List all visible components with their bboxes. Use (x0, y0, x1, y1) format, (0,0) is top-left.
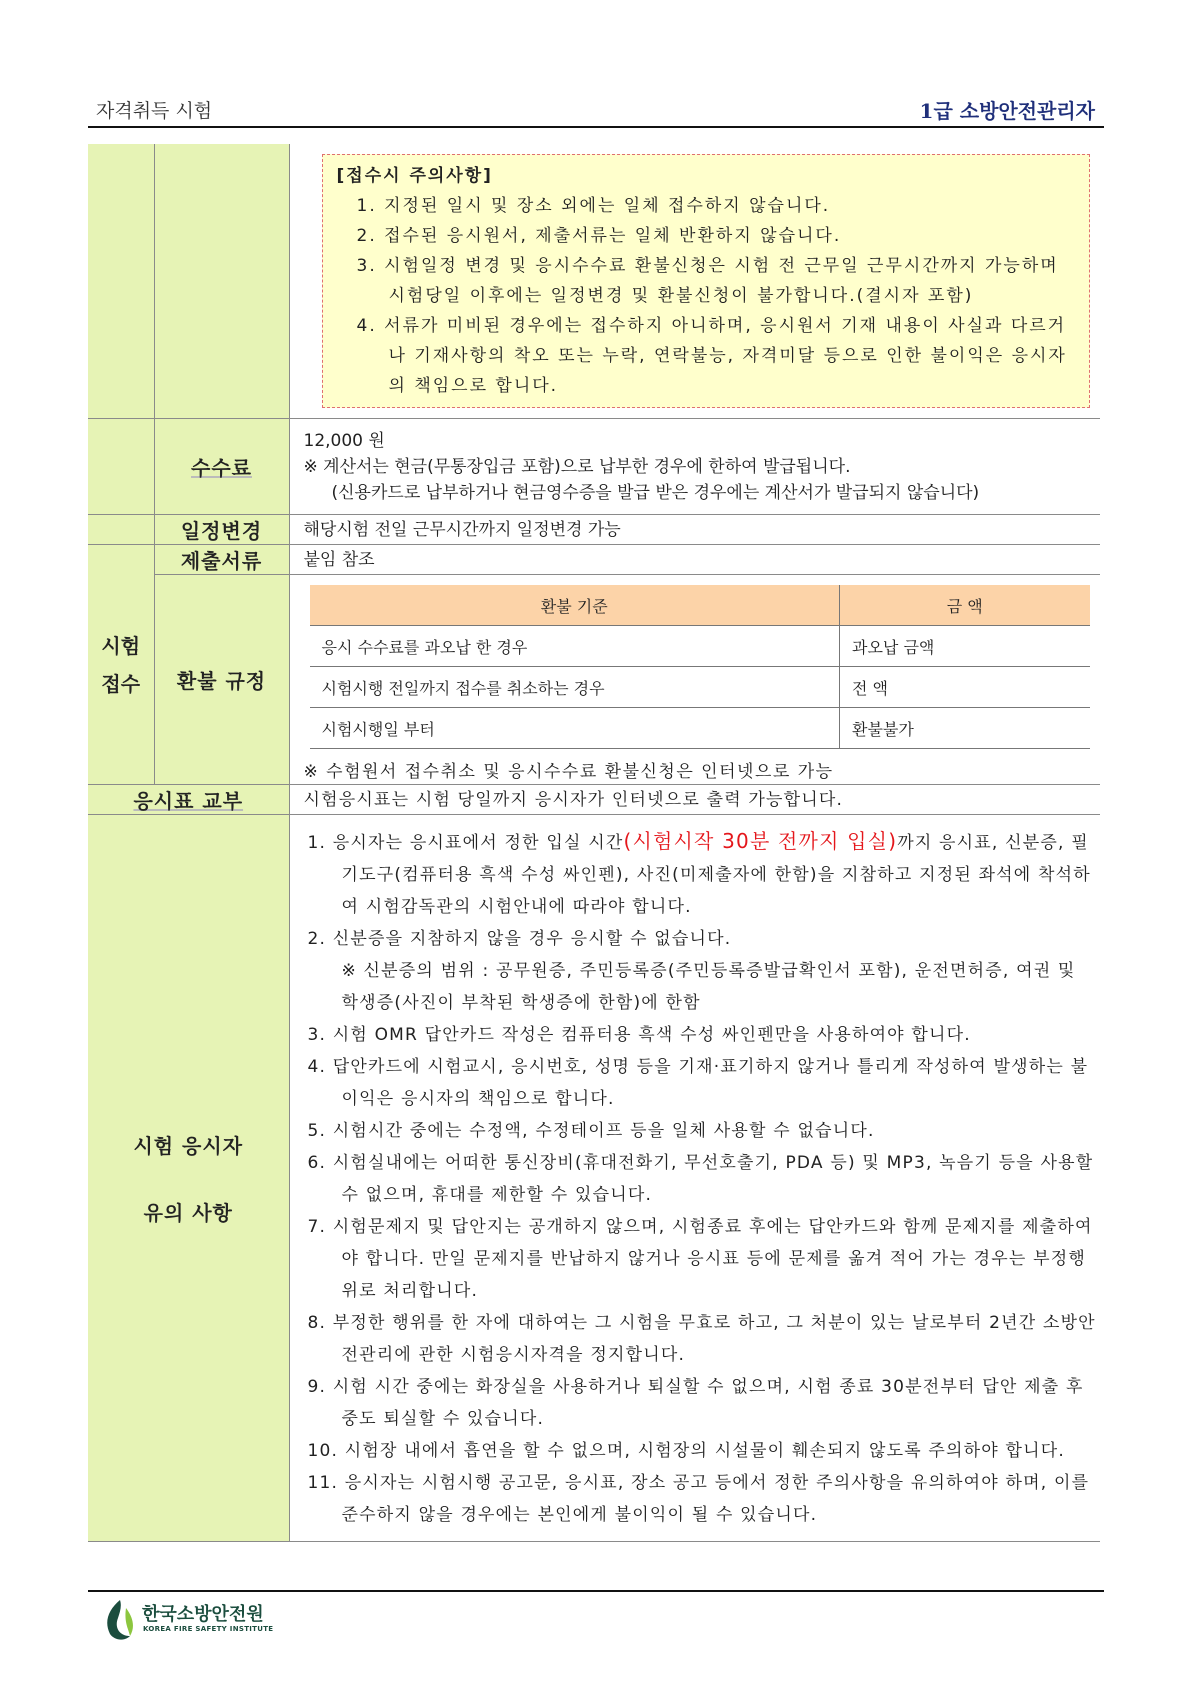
table-row (310, 708, 1090, 749)
schedule-change-label: 일정변경 (154, 515, 289, 545)
rule-item: 5. 시험시간 중에는 수정액, 수정테이프 등을 일체 사용할 수 없습니다. (307, 1121, 875, 1141)
rule-item: 6. 시험실내에는 어떠한 통신장비(휴대전화기, 무선호출기, PDA 등) 및 MP3, 녹음기 등을 사용할 수 없으며, 휴대를 제한할 수 있습니다. (307, 1153, 1094, 1205)
empty-label-cell (154, 144, 289, 419)
refund-criteria: 시험시행 전일까지 접수를 취소하는 경우 (310, 667, 840, 708)
refund-row (88, 575, 1100, 785)
refund-table-header (310, 585, 1090, 626)
rule-highlight: (시험시작 30분 전까지 입실) (623, 829, 898, 853)
fee-note: ※ 계산서는 현금(무통장입금 포함)으로 납부한 경우에 한하여 발급됩니다. (303, 456, 851, 477)
exam-registration-label-line2: 접수 (101, 671, 141, 696)
rule-item: 2. 신분증을 지참하지 않을 경우 응시할 수 없습니다. (307, 929, 732, 949)
ticket-label: 응시표 교부 (88, 785, 289, 815)
rules-label-line1: 시험 응시자 (133, 1134, 244, 1158)
refund-content (289, 575, 1100, 785)
notice-item: 2. 접수된 응시원서, 제출서류는 일체 반환하지 않습니다. (356, 226, 842, 246)
fee-content (289, 419, 1100, 515)
notice-cell (289, 144, 1100, 419)
schedule-change-text: 해당시험 전일 근무시간까지 일정변경 가능 (289, 515, 1100, 545)
rules-list (290, 815, 1101, 1541)
rule-item: 4. 답안카드에 시험교시, 응시번호, 성명 등을 기재·표기하지 않거나 틀리게 작성하여 발생하는 불이익은 응시자의 책임으로 합니다. (307, 1057, 1089, 1109)
rule-item (302, 825, 1097, 923)
header-document-title: 1급 소방안전관리자 (919, 99, 1095, 123)
rule-item: 10. 시험장 내에서 흡연을 할 수 없으며, 시험장의 시설물이 훼손되지 않도록 주의하야 합니다. (307, 1441, 1065, 1461)
rules-content (289, 815, 1100, 1542)
exam-registration-label-line1: 시험 (101, 633, 141, 658)
refund-label: 환불 규정 (154, 575, 289, 785)
notice-box (322, 154, 1091, 408)
rules-label (88, 815, 289, 1542)
notice-title: [접수시 주의사항] (336, 166, 493, 186)
fee-row (88, 419, 1100, 515)
table-row (310, 667, 1090, 708)
section-cell (88, 144, 154, 419)
documents-row (88, 545, 1100, 575)
refund-criteria: 시험시행일 부터 (310, 708, 840, 749)
rule-item: 3. 시험 OMR 답안카드 작성은 컴퓨터용 흑색 수성 싸인펜만을 사용하여야 합니다. (307, 1025, 971, 1045)
footer-rule (88, 1590, 1104, 1592)
ticket-row (88, 785, 1100, 815)
exam-registration-label (88, 545, 154, 785)
refund-table (310, 585, 1090, 749)
exam-info-table (88, 144, 1100, 1542)
rule-text: 까지 응시표, 신분증, 필기도구(컴퓨터용 흑색 수성 싸인펜), 사진(미제출자에 한함)을 지참하고 지정된 좌석에 착석하여 시험감독관의 시험안내에 따라야 합니다. (341, 833, 1091, 917)
schedule-change-row (88, 515, 1100, 545)
kfsi-logo (100, 1598, 274, 1642)
documents-text: 붙임 참조 (289, 545, 1100, 575)
ticket-text: 시험응시표는 시험 당일까지 응시자가 인터넷으로 출력 가능합니다. (289, 785, 1100, 815)
notice-row (88, 144, 1100, 419)
fee-label: 수수료 (154, 419, 289, 515)
flame-logo-icon (100, 1598, 140, 1642)
rule-text: 1. 응시자는 응시표에서 정한 입실 시간 (307, 833, 624, 853)
section-cell (88, 419, 154, 515)
documents-label: 제출서류 (154, 545, 289, 575)
logo-english-name: KOREA FIRE SAFETY INSTITUTE (143, 1625, 274, 1633)
section-cell (88, 515, 154, 545)
header-section-title: 자격취득 시험 (96, 100, 213, 122)
fee-amount: 12,000 원 (303, 430, 385, 451)
rule-sub-item: ※ 신분증의 범위 : 공무원증, 주민등록증(주민등록증발급확인서 포함), 운전면허증, 여권 및 학생증(사진이 부착된 학생증에 한함)에 한함 (341, 961, 1076, 1013)
refund-note: ※ 수험원서 접수취소 및 응시수수료 환불신청은 인터넷으로 가능 (303, 762, 834, 782)
rules-row (88, 815, 1100, 1542)
rule-item: 9. 시험 시간 중에는 화장실을 사용하거나 퇴실할 수 없으며, 시험 종료 30분전부터 답안 제출 후 중도 퇴실할 수 있습니다. (307, 1377, 1084, 1429)
refund-amount: 전 액 (840, 667, 1090, 708)
notice-item: 1. 지정된 일시 및 장소 외에는 일체 접수하지 않습니다. (356, 196, 831, 216)
rule-item: 11. 응시자는 시험시행 공고문, 응시표, 장소 공고 등에서 정한 주의사항을 유의하여야 하며, 이를 준수하지 않을 경우에는 본인에게 불이익이 될 수 있습니다. (307, 1473, 1090, 1525)
notice-item: 4. 서류가 미비된 경우에는 접수하지 아니하며, 응시원서 기재 내용이 사실과 다르거나 기재사항의 착오 또는 누락, 연락불능, 자격미달 등으로 인한 불이익은 응시자의 책임으로 합니다. (356, 316, 1067, 396)
rule-item: 7. 시험문제지 및 답안지는 공개하지 않으며, 시험종료 후에는 답안카드와 함께 문제지를 제출하여야 합니다. 만일 문제지를 반납하지 않거나 응시표 등에 문제를 옮겨 적어 가는 경우는 부정행위로 처리합니다. (307, 1217, 1093, 1301)
table-row (310, 626, 1090, 667)
rules-label-line2: 유의 사항 (143, 1201, 233, 1225)
refund-amount: 과오납 금액 (840, 626, 1090, 667)
notice-item: 3. 시험일정 변경 및 응시수수료 환불신청은 시험 전 근무일 근무시간까지 가능하며 시험당일 이후에는 일정변경 및 환불신청이 불가합니다.(결시자 포함) (356, 256, 1059, 306)
refund-criteria: 응시 수수료를 과오납 한 경우 (310, 626, 840, 667)
refund-header-amount: 금 액 (840, 585, 1090, 626)
rule-item: 8. 부정한 행위를 한 자에 대하여는 그 시험을 무효로 하고, 그 처분이 있는 날로부터 2년간 소방안전관리에 관한 시험응시자격을 정지합니다. (307, 1313, 1096, 1365)
refund-header-criteria: 환불 기준 (310, 585, 840, 626)
refund-amount: 환불불가 (840, 708, 1090, 749)
fee-note-sub: (신용카드로 납부하거나 현금영수증을 발급 받은 경우에는 계산서가 발급되지 않습니다) (331, 482, 980, 503)
header-rule (88, 126, 1104, 128)
logo-korean-name: 한국소방안전원 (142, 1604, 264, 1625)
